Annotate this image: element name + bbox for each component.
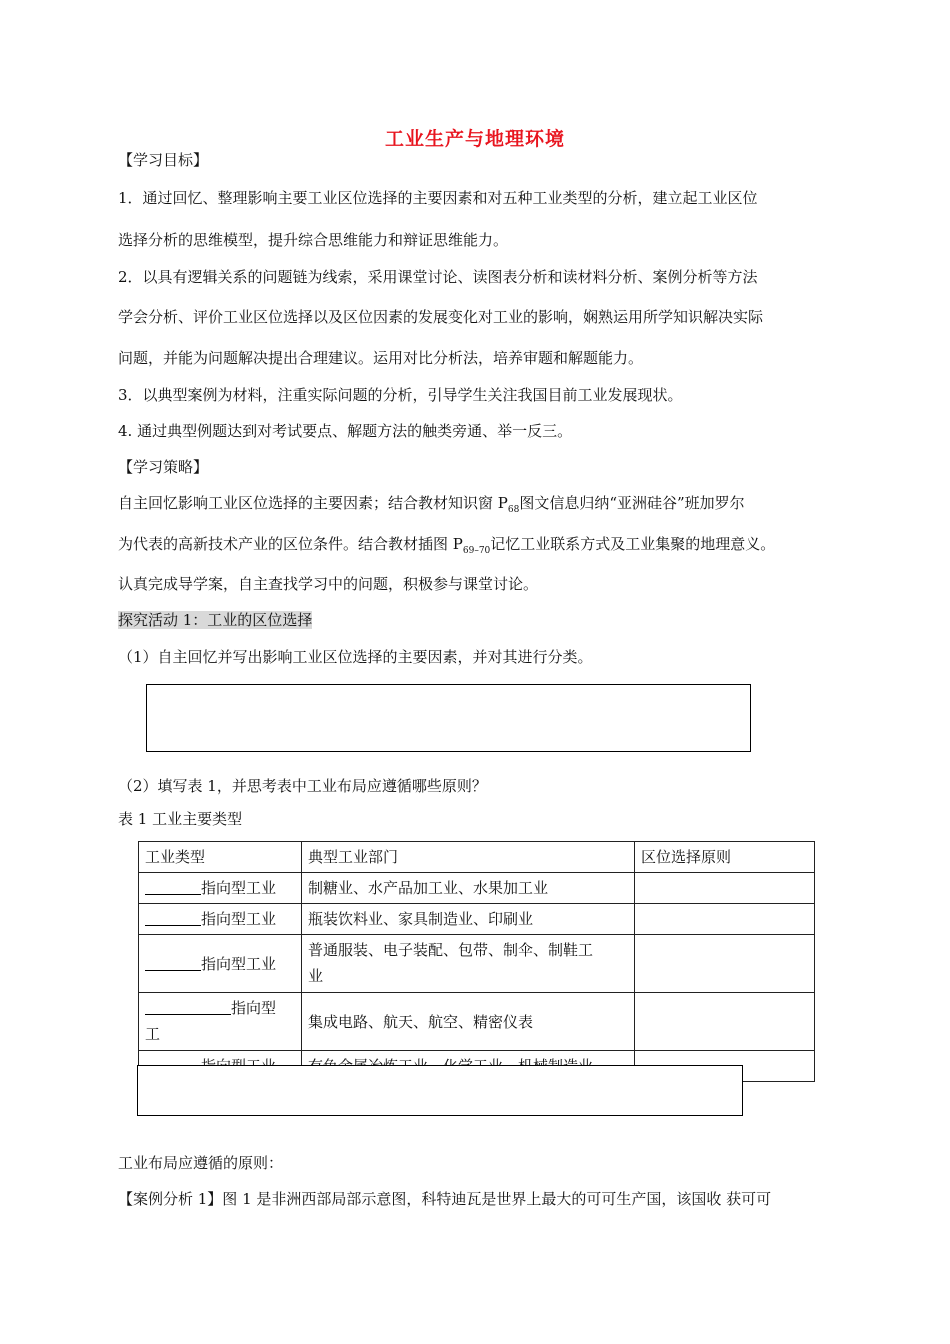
principles-label: 工业布局应遵循的原则：	[118, 1154, 284, 1172]
strategy-line-2-b: 记忆工业联系方式及工业集聚的地理意义。	[490, 535, 776, 553]
type-suffix: 指向型工业	[201, 954, 277, 973]
fill-blank[interactable]	[145, 876, 201, 895]
question-2: （2）填写表 1，并思考表中工业布局应遵循哪些原则？	[118, 777, 487, 795]
fill-blank[interactable]	[145, 996, 231, 1015]
answer-box-2[interactable]	[137, 1065, 743, 1116]
fill-blank[interactable]	[145, 907, 201, 926]
strategy-line-1	[118, 493, 745, 520]
principle-cell[interactable]	[635, 993, 815, 1051]
objectives-header: 【学习目标】	[118, 151, 209, 169]
sector-cell: 集成电路、航天、航空、精密仪表	[302, 993, 635, 1051]
sector-cell	[302, 935, 635, 993]
objective-2-line-1: 2．以具有逻辑关系的问题链为线索，采用课堂讨论、读图表分析和读材料分析、案例分析等方法	[118, 268, 758, 286]
industry-type-cell	[139, 873, 302, 904]
sector-cell: 制糖业、水产品加工业、水果加工业	[302, 873, 635, 904]
objective-1-line-1: 1．通过回忆、整理影响主要工业区位选择的主要因素和对五种工业类型的分析，建立起工业区位	[118, 189, 758, 207]
objective-3: 3．以典型案例为材料，注重实际问题的分析，引导学生关注我国目前工业发展现状。	[118, 386, 683, 404]
table-caption: 表 1 工业主要类型	[118, 810, 243, 828]
principle-cell[interactable]	[635, 935, 815, 993]
header-typical-sectors: 典型工业部门	[302, 842, 635, 873]
strategy-line-2	[118, 534, 775, 561]
header-location-principle: 区位选择原则	[635, 842, 815, 873]
strategy-line-1-a: 自主回忆影响工业区位选择的主要因素；结合教材知识窗 P	[118, 494, 508, 512]
question-1: （1）自主回忆并写出影响工业区位选择的主要因素，并对其进行分类。	[118, 648, 593, 666]
industry-types-table	[138, 841, 815, 1082]
activity-header	[118, 610, 312, 630]
activity-header-text: 探究活动 1：工业的区位选择	[118, 611, 313, 629]
type-suffix: 指向型工业	[201, 910, 277, 928]
page-title: 工业生产与地理环境	[384, 128, 565, 150]
strategy-line-3: 认真完成导学案，自主查找学习中的问题，积极参与课堂讨论。	[118, 575, 539, 593]
strategy-line-1-page: 68	[507, 505, 520, 515]
strategy-line-1-b: 图文信息归纳“亚洲硅谷”班加罗尔	[519, 494, 745, 512]
fill-blank[interactable]	[145, 952, 201, 971]
sector-text-tail: 业	[308, 967, 324, 985]
objective-2-line-2: 学会分析、评价工业区位选择以及区位因素的发展变化对工业的影响，娴熟运用所学知识解决实际	[118, 308, 764, 326]
strategy-line-2-a: 为代表的高新技术产业的区位条件。结合教材插图 P	[118, 535, 463, 553]
type-suffix: 指向型	[231, 999, 277, 1017]
header-industry-type: 工业类型	[139, 842, 302, 873]
type-suffix-tail: 工	[145, 1025, 161, 1043]
objective-2-line-3: 问题，并能为问题解决提出合理建议。运用对比分析法，培养审题和解题能力。	[118, 349, 644, 367]
industry-type-cell	[139, 993, 302, 1051]
objective-4: 4. 通过典型例题达到对考试要点、解题方法的触类旁通、举一反三。	[118, 422, 573, 440]
sector-text: 普通服装、电子装配、包带、制伞、制鞋工	[308, 941, 594, 959]
table-row	[139, 873, 815, 904]
industry-type-cell	[139, 935, 302, 993]
industry-type-cell	[139, 904, 302, 935]
principle-cell[interactable]	[635, 873, 815, 904]
table-row	[139, 904, 815, 935]
strategy-header: 【学习策略】	[118, 458, 209, 476]
principle-cell[interactable]	[635, 904, 815, 935]
sector-cell: 瓶装饮料业、家具制造业、印刷业	[302, 904, 635, 935]
type-suffix: 指向型工业	[201, 879, 277, 897]
strategy-line-2-page: 69–70	[462, 546, 491, 556]
answer-box-1[interactable]	[146, 684, 751, 752]
table-row	[139, 993, 815, 1051]
objective-1-line-2: 选择分析的思维模型，提升综合思维能力和辩证思维能力。	[118, 231, 509, 249]
case-analysis-1: 【案例分析 1】图 1 是非洲西部局部示意图，科特迪瓦是世界上最大的可可生产国，该国收 获可可	[118, 1190, 772, 1208]
table-row	[139, 935, 815, 993]
table-header-row	[139, 842, 815, 873]
